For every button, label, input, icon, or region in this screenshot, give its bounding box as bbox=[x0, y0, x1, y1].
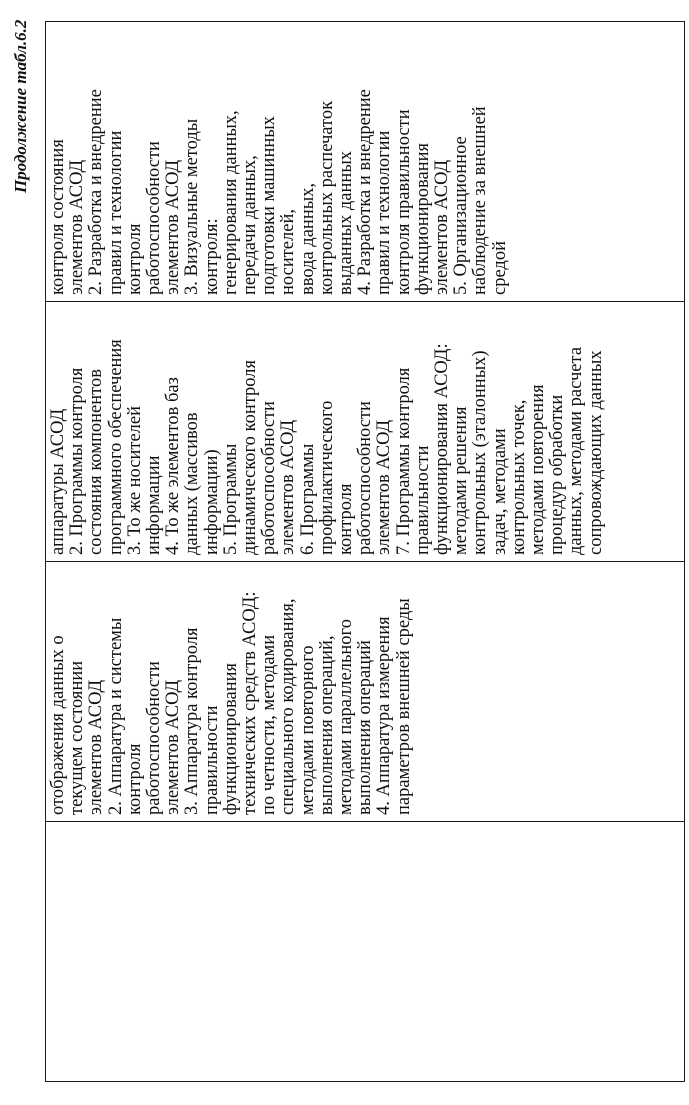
cell-line: 7. Программы контроля bbox=[393, 367, 414, 555]
cell-line: 5. Программы bbox=[220, 443, 241, 555]
cell-line: информации bbox=[144, 455, 165, 555]
cell-line: по четности, методами bbox=[259, 634, 280, 815]
cell-text-col4 bbox=[49, 28, 510, 295]
table-cell-col2 bbox=[46, 562, 685, 822]
cell-line: методами решения bbox=[451, 406, 472, 555]
cell-line: программного обеспечения bbox=[105, 339, 126, 555]
cell-line: подготовки машинных bbox=[259, 116, 280, 295]
cell-line: выданных данных bbox=[336, 151, 357, 295]
cell-line: данных, методами расчета bbox=[566, 346, 587, 555]
cell-line: профилактического bbox=[316, 400, 337, 555]
cell-line: контрольных (эталонных) bbox=[470, 350, 491, 555]
cell-line: правил и технологии bbox=[374, 130, 395, 295]
cell-line: элементов АСОД bbox=[432, 159, 453, 295]
cell-line: функционирования АСОД: bbox=[432, 343, 453, 555]
cell-line: динамического контроля bbox=[240, 359, 261, 555]
cell-line: наблюдение за внешней bbox=[470, 106, 491, 295]
cell-line: 3. Аппаратура контроля bbox=[182, 627, 203, 815]
cell-line: 4. Разработка и внедрение bbox=[355, 89, 376, 295]
cell-line: 4. То же элементов баз bbox=[163, 377, 184, 555]
cell-line: контроля правильности bbox=[393, 109, 414, 295]
cell-line: работоспособности bbox=[355, 401, 376, 555]
cell-line: средой bbox=[489, 241, 510, 295]
table-cell-col1 bbox=[46, 822, 685, 1082]
table-cell-col4 bbox=[46, 22, 685, 302]
cell-line: элементов АСОД bbox=[67, 159, 88, 295]
cell-line: элементов АСОД bbox=[163, 159, 184, 295]
cell-line: специального кодирования, bbox=[278, 598, 299, 815]
cell-line: элементов АСОД bbox=[86, 679, 107, 815]
cell-line: работоспособности bbox=[144, 141, 165, 295]
cell-line: отображения данных о bbox=[48, 635, 68, 815]
table-continuation-caption: Продолжение табл.6.2 bbox=[11, 20, 30, 194]
rotated-table-wrapper bbox=[45, 22, 685, 1082]
cell-line: выполнения операций, bbox=[316, 635, 337, 815]
cell-line: контроля bbox=[124, 223, 145, 295]
cell-line: параметров внешней среды bbox=[393, 598, 414, 815]
cell-line: 3. То же носителей bbox=[124, 405, 145, 555]
cell-line: методами повторения bbox=[528, 384, 549, 555]
cell-line: процедур обработки bbox=[547, 394, 568, 555]
cell-line: правил и технологии bbox=[105, 130, 126, 295]
cell-line: передачи данных, bbox=[240, 155, 261, 295]
cell-line: выполнения операций bbox=[355, 640, 376, 815]
cell-text-col3 bbox=[49, 308, 606, 555]
cell-line: функционирования bbox=[412, 142, 433, 295]
cell-line: правильности bbox=[201, 705, 222, 815]
cell-line: данных (массивов bbox=[182, 412, 203, 555]
cell-line: методами параллельного bbox=[336, 619, 357, 815]
continuation-table bbox=[45, 21, 685, 1082]
cell-line: контрольных распечаток bbox=[316, 100, 337, 295]
cell-line: контрольных точек, bbox=[508, 399, 529, 555]
cell-line: 5. Организационное bbox=[451, 136, 472, 295]
cell-line: 6. Программы bbox=[297, 443, 318, 555]
cell-line: 2. Программы контроля bbox=[67, 367, 88, 555]
cell-line: 2. Разработка и внедрение bbox=[86, 89, 107, 295]
cell-line: функционирования bbox=[220, 662, 241, 815]
cell-text-col2 bbox=[49, 568, 414, 815]
table-cell-col3 bbox=[46, 302, 685, 562]
cell-line: методами повторного bbox=[297, 645, 318, 815]
cell-line: носителей, bbox=[278, 209, 299, 295]
cell-line: задач, методами bbox=[489, 428, 510, 555]
cell-line: правильности bbox=[412, 445, 433, 555]
cell-line: контроля bbox=[336, 483, 357, 555]
cell-line: генерирования данных, bbox=[220, 110, 241, 295]
cell-line: аппаратуры АСОД bbox=[48, 408, 68, 555]
cell-line: сопровождающих данных bbox=[585, 350, 606, 555]
cell-line: контроля bbox=[124, 743, 145, 815]
cell-line: ввода данных, bbox=[297, 182, 318, 295]
cell-line: текущем состоянии bbox=[67, 660, 88, 815]
cell-line: состояния компонентов bbox=[86, 369, 107, 555]
cell-line: технических средств АСОД: bbox=[240, 591, 261, 815]
cell-line: работоспособности bbox=[144, 661, 165, 815]
cell-line: 2. Аппаратура и системы bbox=[105, 617, 126, 815]
cell-line: элементов АСОД bbox=[163, 679, 184, 815]
cell-line: 3. Визуальные методы bbox=[182, 118, 203, 295]
cell-line: элементов АСОД bbox=[374, 419, 395, 555]
cell-line: контроля: bbox=[201, 218, 222, 295]
cell-line: контроля состояния bbox=[48, 139, 68, 295]
cell-line: работоспособности bbox=[259, 401, 280, 555]
cell-line: элементов АСОД bbox=[278, 419, 299, 555]
cell-line: 4. Аппаратура измерения bbox=[374, 616, 395, 815]
cell-line: информации) bbox=[201, 449, 222, 555]
